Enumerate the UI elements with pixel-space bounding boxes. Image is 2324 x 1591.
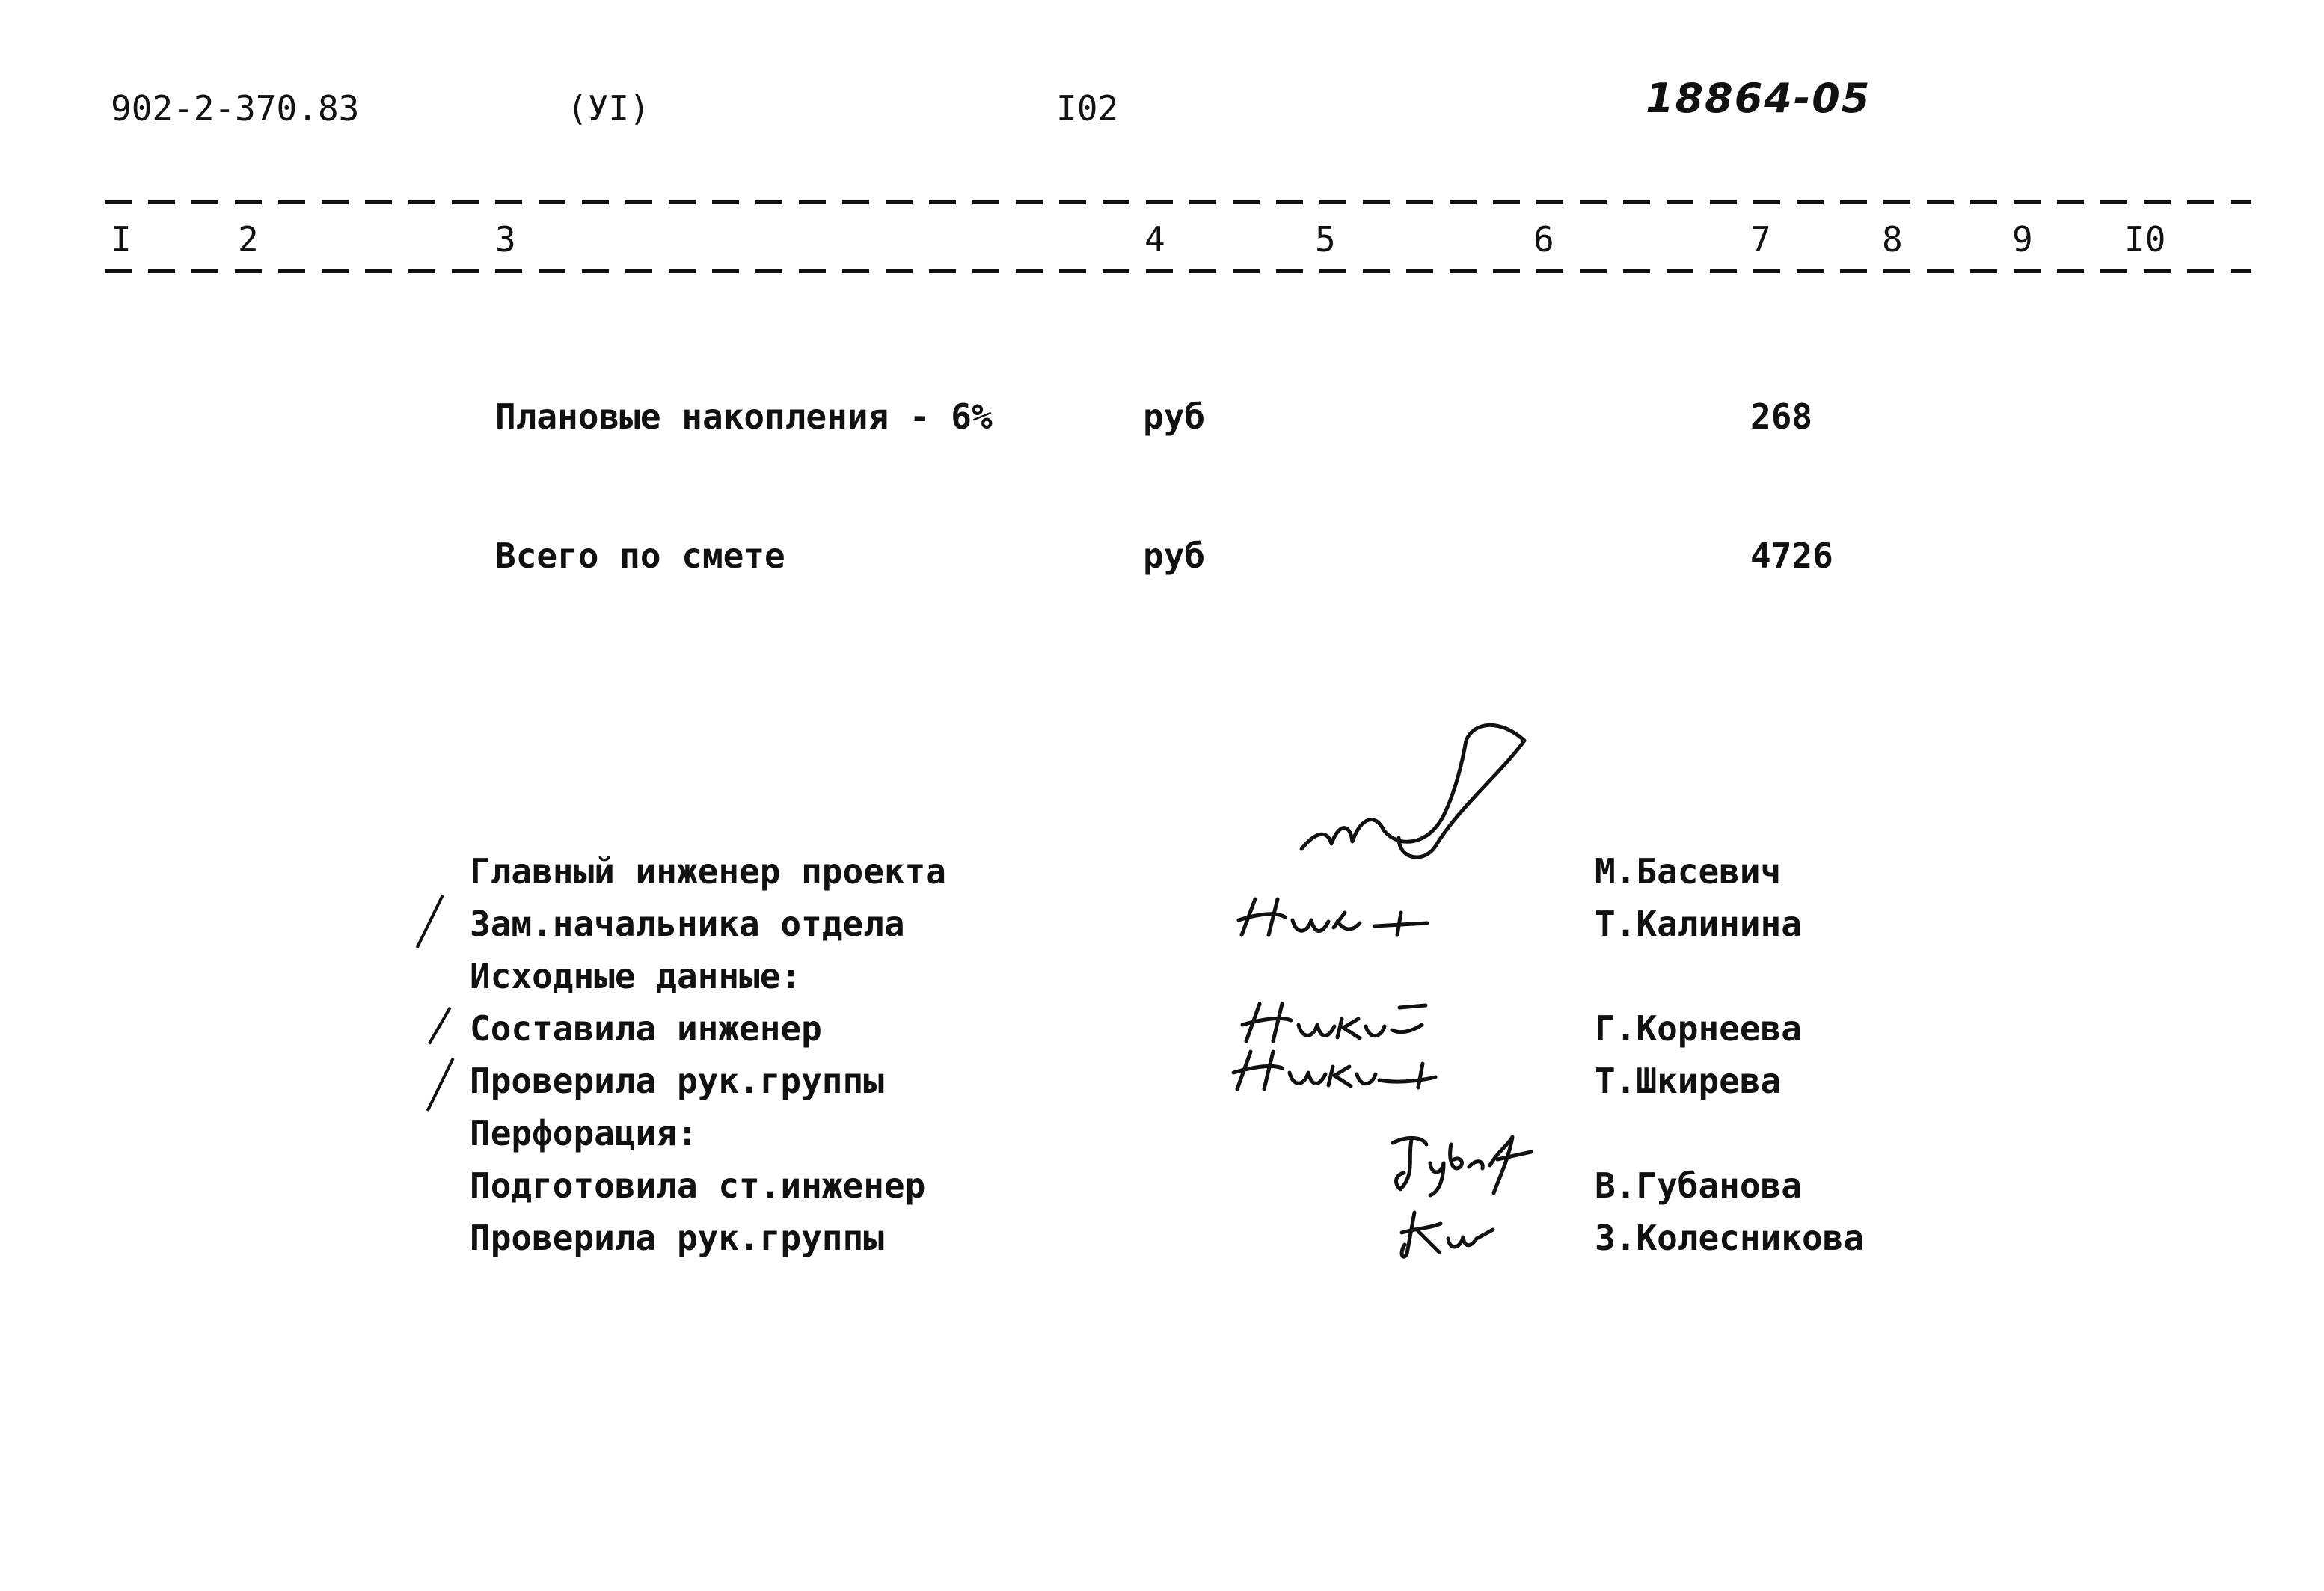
- check-tick-mark: [426, 1058, 455, 1112]
- handwritten-signature-kolesnikova: [1396, 1201, 1500, 1261]
- column-number: 3: [495, 219, 516, 260]
- dashed-rule-bottom: [105, 269, 2251, 273]
- row-unit: руб: [1143, 536, 1206, 576]
- handwritten-signature-gubanova: [1385, 1129, 1535, 1197]
- column-number: 9: [2012, 219, 2033, 260]
- section-code: (УI): [567, 88, 650, 129]
- row-label: Всего по смете: [495, 536, 785, 576]
- signature-role: Исходные данные:: [470, 956, 802, 996]
- signatory-name: В.Губанова: [1595, 1165, 1802, 1206]
- column-number: 4: [1144, 219, 1165, 260]
- check-tick-mark: [428, 1007, 451, 1044]
- signatory-name: Т.Шкирева: [1595, 1061, 1782, 1101]
- signatory-name: З.Колесникова: [1595, 1218, 1865, 1258]
- signature-role: Подготовила ст.инженер: [470, 1165, 926, 1206]
- handwritten-signature-basevich: [1287, 718, 1541, 868]
- column-number: 2: [238, 219, 259, 260]
- doc-number: 902-2-370.83: [111, 88, 360, 129]
- column-number: 6: [1533, 219, 1554, 260]
- row-value: 268: [1750, 396, 1813, 437]
- signature-role: Проверила рук.группы: [470, 1061, 884, 1101]
- column-number: 7: [1750, 219, 1771, 260]
- doc-code-stamp: 18864-05: [1646, 75, 1871, 122]
- column-number: 5: [1315, 219, 1336, 260]
- signatory-name: М.Басевич: [1595, 851, 1782, 892]
- handwritten-signature-korneeva: [1239, 996, 1433, 1049]
- check-tick-mark: [416, 895, 444, 948]
- signature-role: Проверила рук.группы: [470, 1218, 884, 1258]
- signatory-name: Г.Корнеева: [1595, 1008, 1802, 1049]
- signature-role: Составила инженер: [470, 1008, 822, 1049]
- page-number: I02: [1056, 88, 1119, 129]
- column-number: I0: [2124, 219, 2166, 260]
- signature-role: Зам.начальника отдела: [470, 904, 905, 944]
- column-number: 8: [1882, 219, 1903, 260]
- column-number: I: [111, 219, 132, 260]
- row-unit: руб: [1143, 396, 1206, 437]
- handwritten-signature-shkireva: [1230, 1044, 1447, 1097]
- row-label: Плановые накопления - 6%: [495, 396, 993, 437]
- dashed-rule-top: [105, 200, 2251, 204]
- signatory-name: Т.Калинина: [1595, 904, 1802, 944]
- signature-role: Главный инженер проекта: [470, 851, 946, 892]
- handwritten-signature-kalinina: [1233, 890, 1435, 950]
- row-value: 4726: [1750, 536, 1833, 576]
- signature-role: Перфорация:: [470, 1113, 698, 1153]
